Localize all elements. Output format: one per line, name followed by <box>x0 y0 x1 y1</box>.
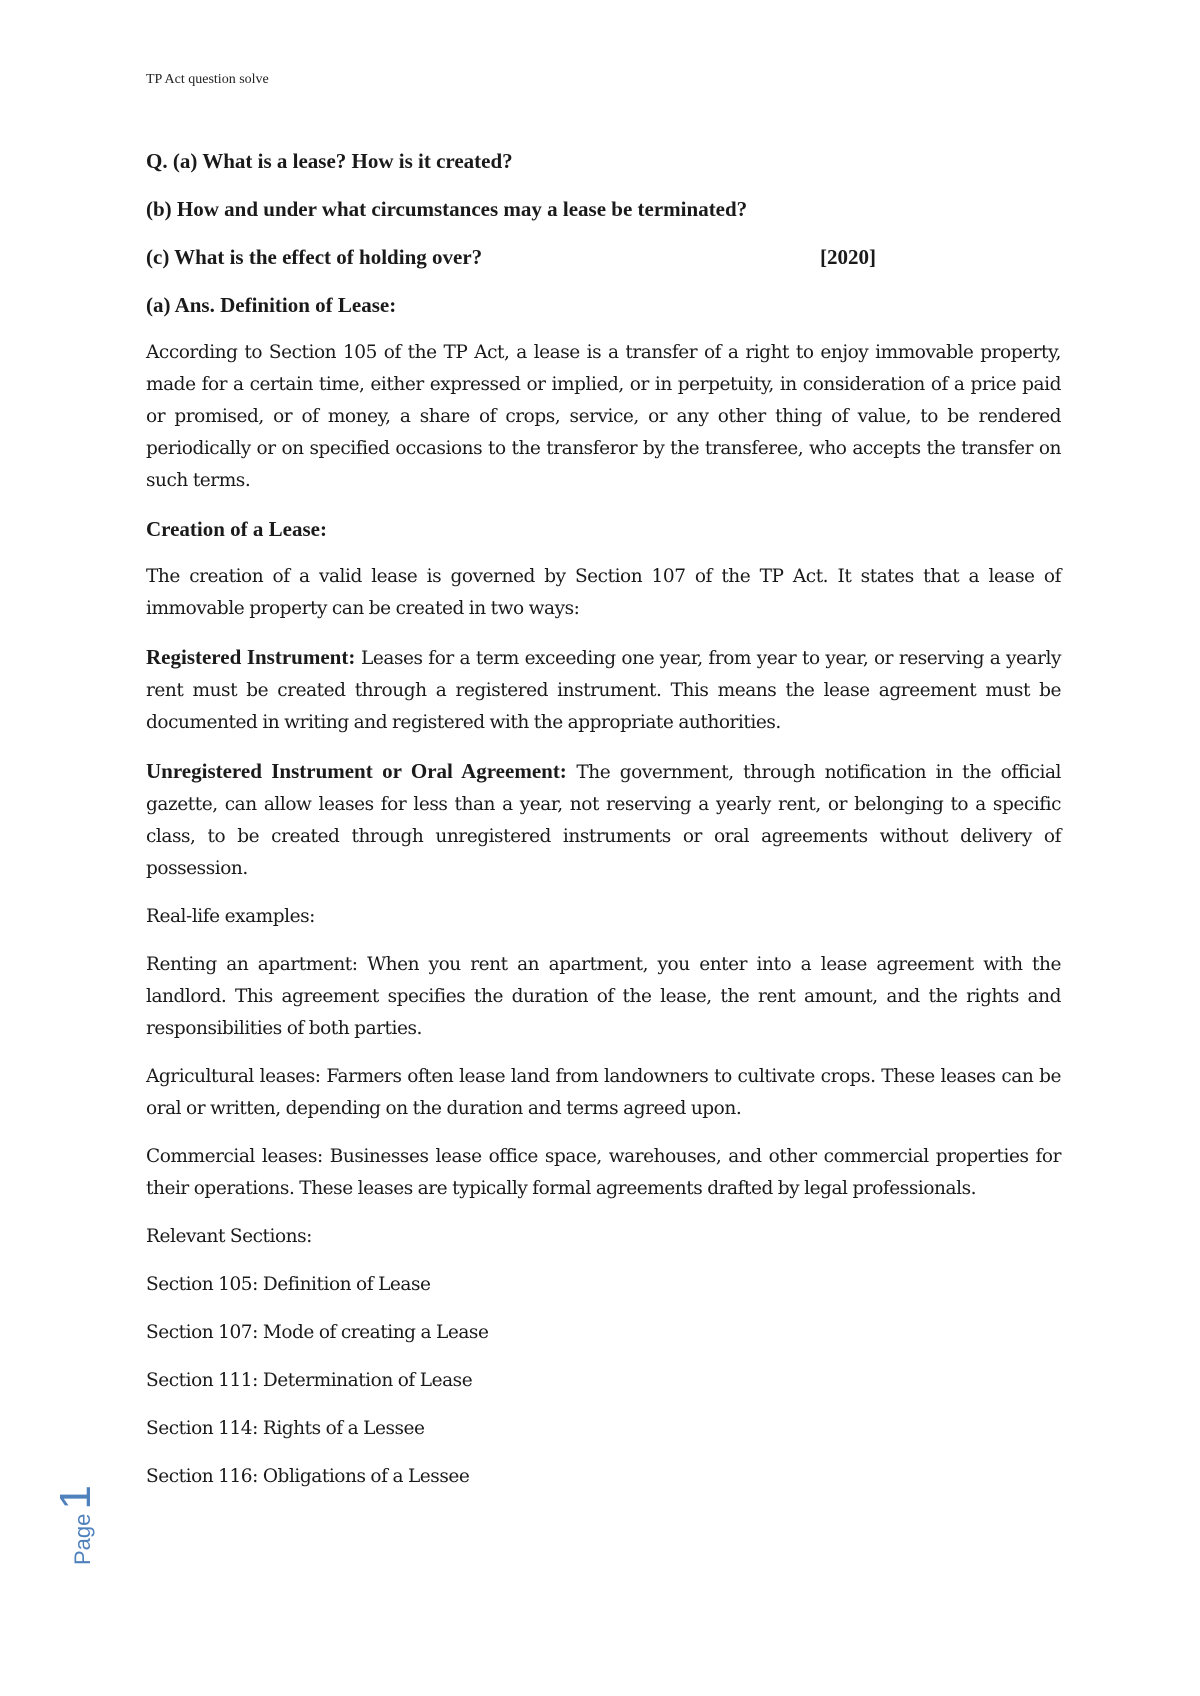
example-apartment: Renting an apartment: When you rent an apartment, you enter into a lease agreement with the landlord. This agreement specifies the duration of the lease, the rent amount, and the rights and responsibilities of both parties. <box>146 954 1061 1039</box>
registered-instrument-text: Leases for a term exceeding one year, from year to year, or reserving a yearly rent must be created through a registered instrument. This means the lease agreement must be documented in writing and registered with the appropriate authorities. <box>146 648 1061 733</box>
registered-instrument-paragraph <box>146 641 1061 739</box>
question-c: (c) What is the effect of holding over? <box>146 245 483 269</box>
example-commercial: Commercial leases: Businesses lease office space, warehouses, and other commercial properties for their operations. These leases are typically formal agreements drafted by legal professionals. <box>146 1146 1061 1199</box>
question-b: (b) How and under what circumstances may a lease be terminated? <box>146 197 748 221</box>
section-item: Section 107: Mode of creating a Lease <box>146 1322 489 1343</box>
section-item: Section 114: Rights of a Lessee <box>146 1418 425 1439</box>
question-c-row <box>146 241 876 273</box>
section-item: Section 116: Obligations of a Lessee <box>146 1466 470 1487</box>
sections-heading: Relevant Sections: <box>146 1226 312 1247</box>
page-digit: 1 <box>51 1485 100 1510</box>
page-label: Page <box>70 1513 95 1565</box>
section-item: Section 111: Determination of Lease <box>146 1370 473 1391</box>
examples-heading: Real-life examples: <box>146 906 315 927</box>
unregistered-instrument-text: The government, through notification in the official gazette, can allow leases for less than a year, not reserving a yearly rent, or belonging to a specific class, to be created through unregistered instruments or oral agreements without delivery of possession. <box>146 762 1062 879</box>
unregistered-instrument-label: Unregistered Instrument or Oral Agreement: <box>146 759 567 783</box>
question-year: [2020] <box>820 245 876 269</box>
definition-paragraph: According to Section 105 of the TP Act, a lease is a transfer of a right to enjoy immovable property, made for a certain time, either expressed or implied, or in perpetuity, in consideration of a price paid or promised, or of money, a share of crops, service, or any other thing of value, to be rendered periodically or on specified occasions to the transferor by the transferee, who accepts the transfer on such terms. <box>146 342 1061 491</box>
creation-heading: Creation of a Lease: <box>146 517 327 541</box>
page-number-margin <box>51 1455 114 1565</box>
unregistered-instrument-paragraph <box>146 755 1061 885</box>
answer-heading: (a) Ans. Definition of Lease: <box>146 293 397 317</box>
section-item: Section 105: Definition of Lease <box>146 1274 431 1295</box>
question-a: Q. (a) What is a lease? How is it created? <box>146 149 513 173</box>
example-agricultural: Agricultural leases: Farmers often lease land from landowners to cultivate crops. These leases can be oral or written, depending on the duration and terms agreed upon. <box>146 1066 1061 1119</box>
page-header: TP Act question solve <box>146 72 269 87</box>
document-body <box>146 145 1061 1509</box>
creation-intro-paragraph: The creation of a valid lease is governed by Section 107 of the TP Act. It states that a lease of immovable property can be created in two ways: <box>146 566 1061 619</box>
registered-instrument-label: Registered Instrument: <box>146 645 356 669</box>
page-number <box>51 1485 100 1565</box>
